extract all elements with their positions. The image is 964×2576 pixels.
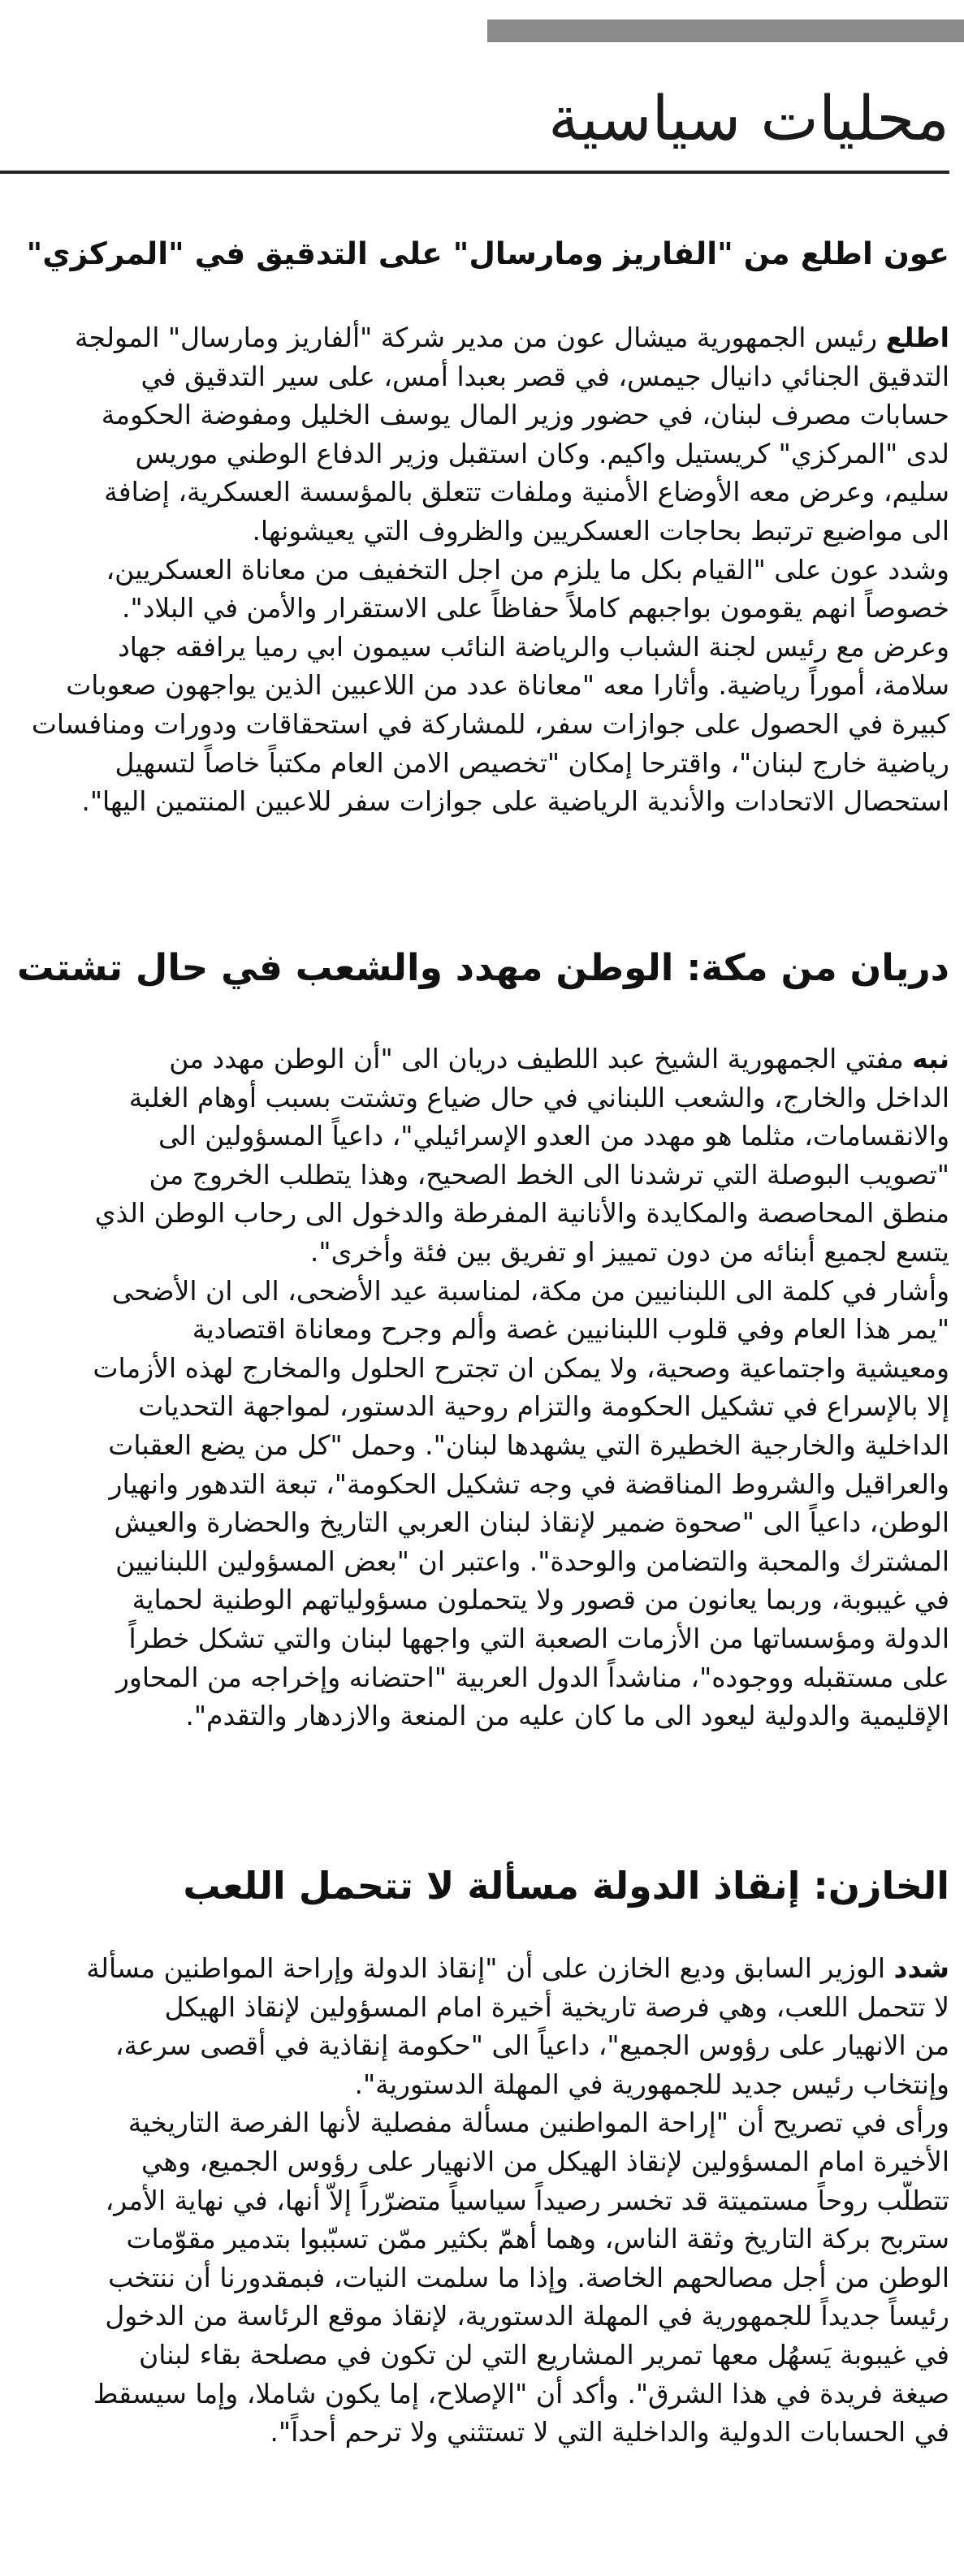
body-line: الدولة ومؤسساتها من الأزمات الصعبة التي واجهها لبنان والتي تشكل خطراً bbox=[128, 1622, 949, 1654]
body-line: في غيبوبة يَسهُل معها تمرير المشاريع التي لن تكون في مصلحة بقاء لبنان bbox=[138, 2338, 949, 2371]
body-line: يتسع لجميع أبنائه من دون تمييز او تفريق بين فئة وأخرى". bbox=[309, 1235, 949, 1268]
body-line: "تصويب البوصلة التي ترشدنا الى الخط الصحيح، وهذا يتطلب الخروج من bbox=[149, 1158, 949, 1191]
body-line: حسابات مصرف لبنان، في حضور وزير المال يوسف الخليل ومفوضة الحكومة bbox=[101, 399, 949, 431]
body-line: خصوصاً انهم يقومون بواجبهم كاملاً حفاظاً على الاستقرار والأمن في البلاد". bbox=[122, 592, 949, 625]
body-line: وأشار في كلمة الى اللبنانيين من مكة، لمناسبة عيد الأضحى، الى ان الأضحى bbox=[111, 1274, 949, 1307]
body-line: رياضية خارج لبنان"، واقترحا إمكان "تخصيص الامن العام مكتباً خاصاً لتسهيل bbox=[115, 746, 949, 779]
body-line: الوطن من أجل مصالحهم الخاصة. وإذا ما سلمت النيات، فبمقدورنا أن ننتخب bbox=[108, 2261, 949, 2293]
body-line: ورأى في تصريح أن "إراحة المواطنين مسألة مفصلية لأنها الفرصة التاريخية bbox=[128, 2107, 949, 2139]
body-line: "يمر هذا العام وفي قلوب اللبنانيين غصة وألم وجرح ومعاناة اقتصادية bbox=[192, 1313, 949, 1346]
body-line: الإقليمية والدولية ليعود الى ما كان عليه من المنعة والازدهار والتقدم". bbox=[185, 1700, 949, 1732]
body-line: في الحسابات الدولية والداخلية التي لا تستثني ولا ترحم أحداً". bbox=[270, 2416, 949, 2448]
body-line: لا تتحمل اللعب، وهي فرصة تاريخية أخيرة امام المسؤولين لإنقاذ الهيكل bbox=[164, 1990, 949, 2023]
body-line bbox=[15, 318, 949, 357]
article-1-headline: عون اطلع من "الفاريز ومارسال" على التدقيق في "المركزي" bbox=[26, 236, 949, 271]
body-line: تتطلّب روحاً مستميتة قد تخسر رصيداً سياسياً متضرّراً إلاّ أنها، في نهاية الأمر، bbox=[105, 2184, 949, 2216]
top-gray-bar bbox=[487, 19, 964, 42]
body-line: الى مواضيع ترتبط بحاجات العسكريين والظروف التي يعيشونها. bbox=[252, 514, 949, 547]
body-line: إلا بالإسراع في تشكيل الحكومة والتزام روحية الدستور، لمواجهة التحديات bbox=[138, 1390, 949, 1423]
article-2-headline: دريان من مكة: الوطن مهدد والشعب في حال تشتت bbox=[16, 946, 949, 989]
first-line-text: رئيس الجمهورية ميشال عون من مدير شركة "ألفاريز ومارسال" المولجة bbox=[74, 322, 886, 353]
body-line: وشدد عون على "القيام بكل ما يلزم من اجل التخفيف من معاناة العسكريين، bbox=[106, 553, 949, 586]
body-line: استحصال الاتحادات والأندية الرياضية على جوازات سفر للاعبين المنتمين اليها". bbox=[81, 785, 949, 818]
body-line: ومعيشية واجتماعية وصحية، ولا يمكن ان تجترح الحلول والمخارج لهذه الأزمات bbox=[93, 1351, 949, 1384]
body-line: سلامة، أموراً رياضية. وأثارا معه "معاناة عدد من اللاعبين الذين يواجهون صعوبات bbox=[66, 669, 949, 702]
first-line-text: الوزير السابق وديع الخازن على أن "إنقاذ الدولة وإراحة المواطنين مسألة bbox=[86, 1952, 894, 1984]
article-3-headline: الخازن: إنقاذ الدولة مسألة لا تتحمل اللعب bbox=[183, 1864, 949, 1908]
body-line: الداخل والخارج، والشعب اللبناني في حال ضياع وتشتت بسبب أوهام الغلبة bbox=[128, 1081, 949, 1113]
body-line: والعراقيل والشروط المناقضة في وجه تشكيل الحكومة"، تبعة التدهور وانهيار bbox=[109, 1467, 949, 1500]
first-line-text: مفتي الجمهورية الشيخ عبد اللطيف دريان الى "أن الوطن مهدد من bbox=[169, 1043, 913, 1074]
body-line: ستربح بركة التاريخ وثقة الناس، وهما أهمّ بكثير ممّن تسبّبوا بتدمير مقوّمات bbox=[126, 2223, 949, 2255]
body-line: رئيساً جديداً للجمهورية في المهلة الدستورية، لإنقاذ موقع الرئاسة من الدخول bbox=[105, 2300, 949, 2332]
body-line bbox=[15, 1949, 949, 1988]
body-line: سليم، وعرض معه الأوضاع الأمنية وملفات تتعلق بالمؤسسة العسكرية، إضافة bbox=[104, 476, 949, 508]
body-line bbox=[15, 1039, 949, 1078]
body-line: الداخلية والخارجية الخطيرة التي يشهدها لبنان". وحمل "كل من يضع العقبات bbox=[108, 1428, 949, 1461]
body-line: والانقسامات، مثلما هو مهدد من العدو الإسرائيلي"، داعياً المسؤولين الى bbox=[158, 1120, 949, 1152]
section-title: محليات سياسية bbox=[548, 82, 949, 154]
body-line: التدقيق الجنائي دانيال جيمس، في قصر بعبدا أمس، على سير التدقيق في bbox=[140, 360, 949, 392]
body-line: صيغة فريدة في هذا الشرق". وأكد أن "الإصلاح، إما يكون شاملا، وإما سيسقط bbox=[93, 2377, 949, 2410]
body-line: وإنتخاب رئيس جديد للجمهورية في المهلة الدستورية". bbox=[354, 2068, 949, 2100]
article-3-body bbox=[15, 1949, 949, 2452]
lead-word: شدد bbox=[893, 1952, 949, 1984]
article-1-body bbox=[15, 318, 949, 821]
body-line: المشترك والمحبة والتضامن والوحدة". واعتبر ان "بعض المسؤولين اللبنانيين bbox=[115, 1545, 949, 1577]
body-line: على مستقبله ووجوده"، مناشداً الدول العربية "احتضانه وإخراجه من المحاور bbox=[115, 1661, 949, 1693]
title-divider bbox=[0, 171, 949, 174]
body-line: كبيرة في الحصول على جوازات سفر، للمشاركة في استحقاقات ودورات ومنافسات bbox=[31, 707, 949, 740]
body-line: منطق المحاصصة والمكايدة والأنانية المفرطة والدخول الى رحاب الوطن الذي bbox=[94, 1197, 949, 1230]
body-line: الوطن، داعياً الى "صحوة ضمير لإنقاذ لبنان العربي التاريخ والحضارة والعيش bbox=[114, 1506, 949, 1539]
lead-word: نبه bbox=[912, 1043, 949, 1074]
body-line: لدى "المركزي" كريستيل واكيم. وكان استقبل وزير الدفاع الوطني موريس bbox=[135, 437, 949, 469]
body-line: الأخيرة امام المسؤولين لإنقاذ الهيكل من الانهيار على رؤوس الجميع، وهي bbox=[141, 2145, 949, 2177]
body-line: وعرض مع رئيس لجنة الشباب والرياضة النائب سيمون ابي رميا يرافقه جهاد bbox=[118, 630, 949, 663]
body-line: في غيبوبة، وربما يعانون من قصور ولا يتحملون مسؤولياتهم الوطنية لحماية bbox=[132, 1584, 949, 1616]
lead-word: اطلع bbox=[885, 322, 949, 353]
article-2-body bbox=[15, 1039, 949, 1735]
body-line: من الانهيار على رؤوس الجميع"، داعياً الى "حكومة إنقاذية في أقصى سرعة، bbox=[115, 2029, 949, 2062]
